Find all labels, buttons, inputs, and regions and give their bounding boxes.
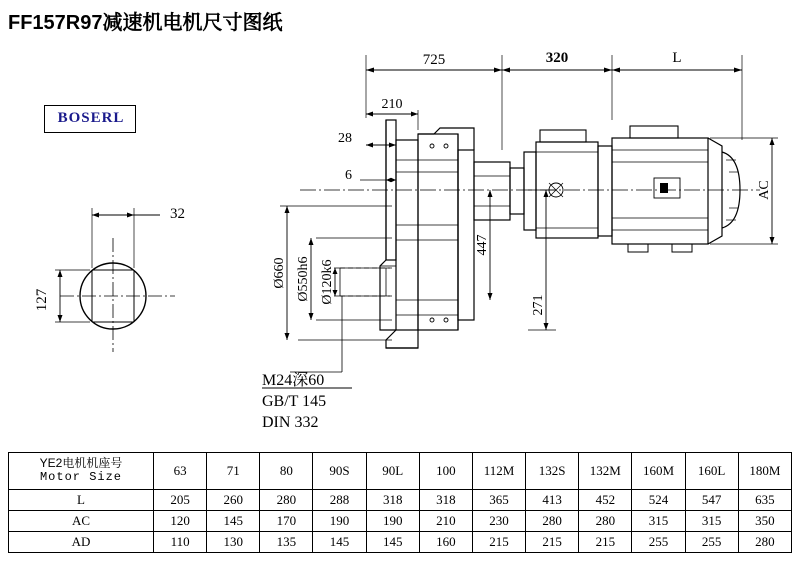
table-col-header: 160M	[632, 453, 685, 490]
table-col-header: 63	[154, 453, 207, 490]
table-cell: 205	[154, 490, 207, 511]
page-title: FF157R97减速机电机尺寸图纸	[8, 12, 283, 34]
table-cell: 120	[154, 511, 207, 532]
table-col-header: 90S	[313, 453, 366, 490]
table-cell: 215	[472, 532, 525, 553]
dim-550: Ø550h6	[296, 256, 311, 302]
table-cell: 315	[632, 511, 685, 532]
table-cell: 315	[685, 511, 738, 532]
table-cell: 318	[366, 490, 419, 511]
table-cell: 215	[579, 532, 632, 553]
table-col-header: 132M	[579, 453, 632, 490]
logo-text: BOSERL	[57, 110, 125, 126]
table-cell: 135	[260, 532, 313, 553]
note-gbt: GB/T 145	[262, 393, 327, 410]
dim-L: L	[672, 50, 682, 66]
dim-6: 6	[345, 168, 352, 183]
table-cell: 524	[632, 490, 685, 511]
table-row-header: L	[9, 490, 154, 511]
table-cell: 170	[260, 511, 313, 532]
table-cell: 160	[419, 532, 472, 553]
table-cell: 215	[526, 532, 579, 553]
table-cell: 452	[579, 490, 632, 511]
table-cell: 260	[207, 490, 260, 511]
dim-127: 127	[34, 288, 50, 312]
table-cell: 145	[313, 532, 366, 553]
dim-660: Ø660	[272, 257, 287, 289]
table-cell: 145	[207, 511, 260, 532]
table-col-header: 100	[419, 453, 472, 490]
table-col-header: 90L	[366, 453, 419, 490]
table-col-header: 80	[260, 453, 313, 490]
table-col-header: 160L	[685, 453, 738, 490]
dimension-table	[8, 452, 792, 553]
table-cell: 280	[260, 490, 313, 511]
table-cell: 255	[685, 532, 738, 553]
table-cell: 288	[313, 490, 366, 511]
table-cell: 318	[419, 490, 472, 511]
table-row-header: AD	[9, 532, 154, 553]
table-cell: 350	[738, 511, 791, 532]
dim-271: 271	[531, 294, 546, 316]
table-row-header: AC	[9, 511, 154, 532]
table-cell: 280	[579, 511, 632, 532]
table-cell: 413	[526, 490, 579, 511]
table-cell: 365	[472, 490, 525, 511]
table-cell: 190	[313, 511, 366, 532]
table-col-header: 180M	[738, 453, 791, 490]
table-row	[9, 511, 792, 532]
dim-AC: AC	[757, 180, 772, 200]
dim-32: 32	[170, 206, 185, 222]
table-row	[9, 453, 792, 490]
table-row	[9, 532, 792, 553]
table-cell: 210	[419, 511, 472, 532]
dim-725: 725	[422, 52, 446, 68]
table-cell: 130	[207, 532, 260, 553]
table-cell: 280	[738, 532, 791, 553]
table-cell: 547	[685, 490, 738, 511]
note-din: DIN 332	[262, 414, 319, 431]
table-cell: 255	[632, 532, 685, 553]
dim-28: 28	[338, 131, 352, 146]
dim-120: Ø120k6	[320, 259, 335, 305]
table-cell: 110	[154, 532, 207, 553]
dim-210: 210	[381, 97, 403, 112]
table-col-header: 132S	[526, 453, 579, 490]
table-cell: 230	[472, 511, 525, 532]
table-cell: 635	[738, 490, 791, 511]
header-label-en: Motor Size	[39, 470, 122, 484]
table-cell: 280	[526, 511, 579, 532]
header-label-cn: YE2电机机座号	[39, 456, 123, 471]
table-cell: 190	[366, 511, 419, 532]
table-col-header: 71	[207, 453, 260, 490]
table-col-header: 112M	[472, 453, 525, 490]
dim-320: 320	[545, 50, 569, 66]
dim-447: 447	[475, 234, 490, 256]
table-cell: 145	[366, 532, 419, 553]
table-row	[9, 490, 792, 511]
note-m24: M24深60	[262, 372, 325, 389]
table-row-header	[9, 453, 154, 490]
